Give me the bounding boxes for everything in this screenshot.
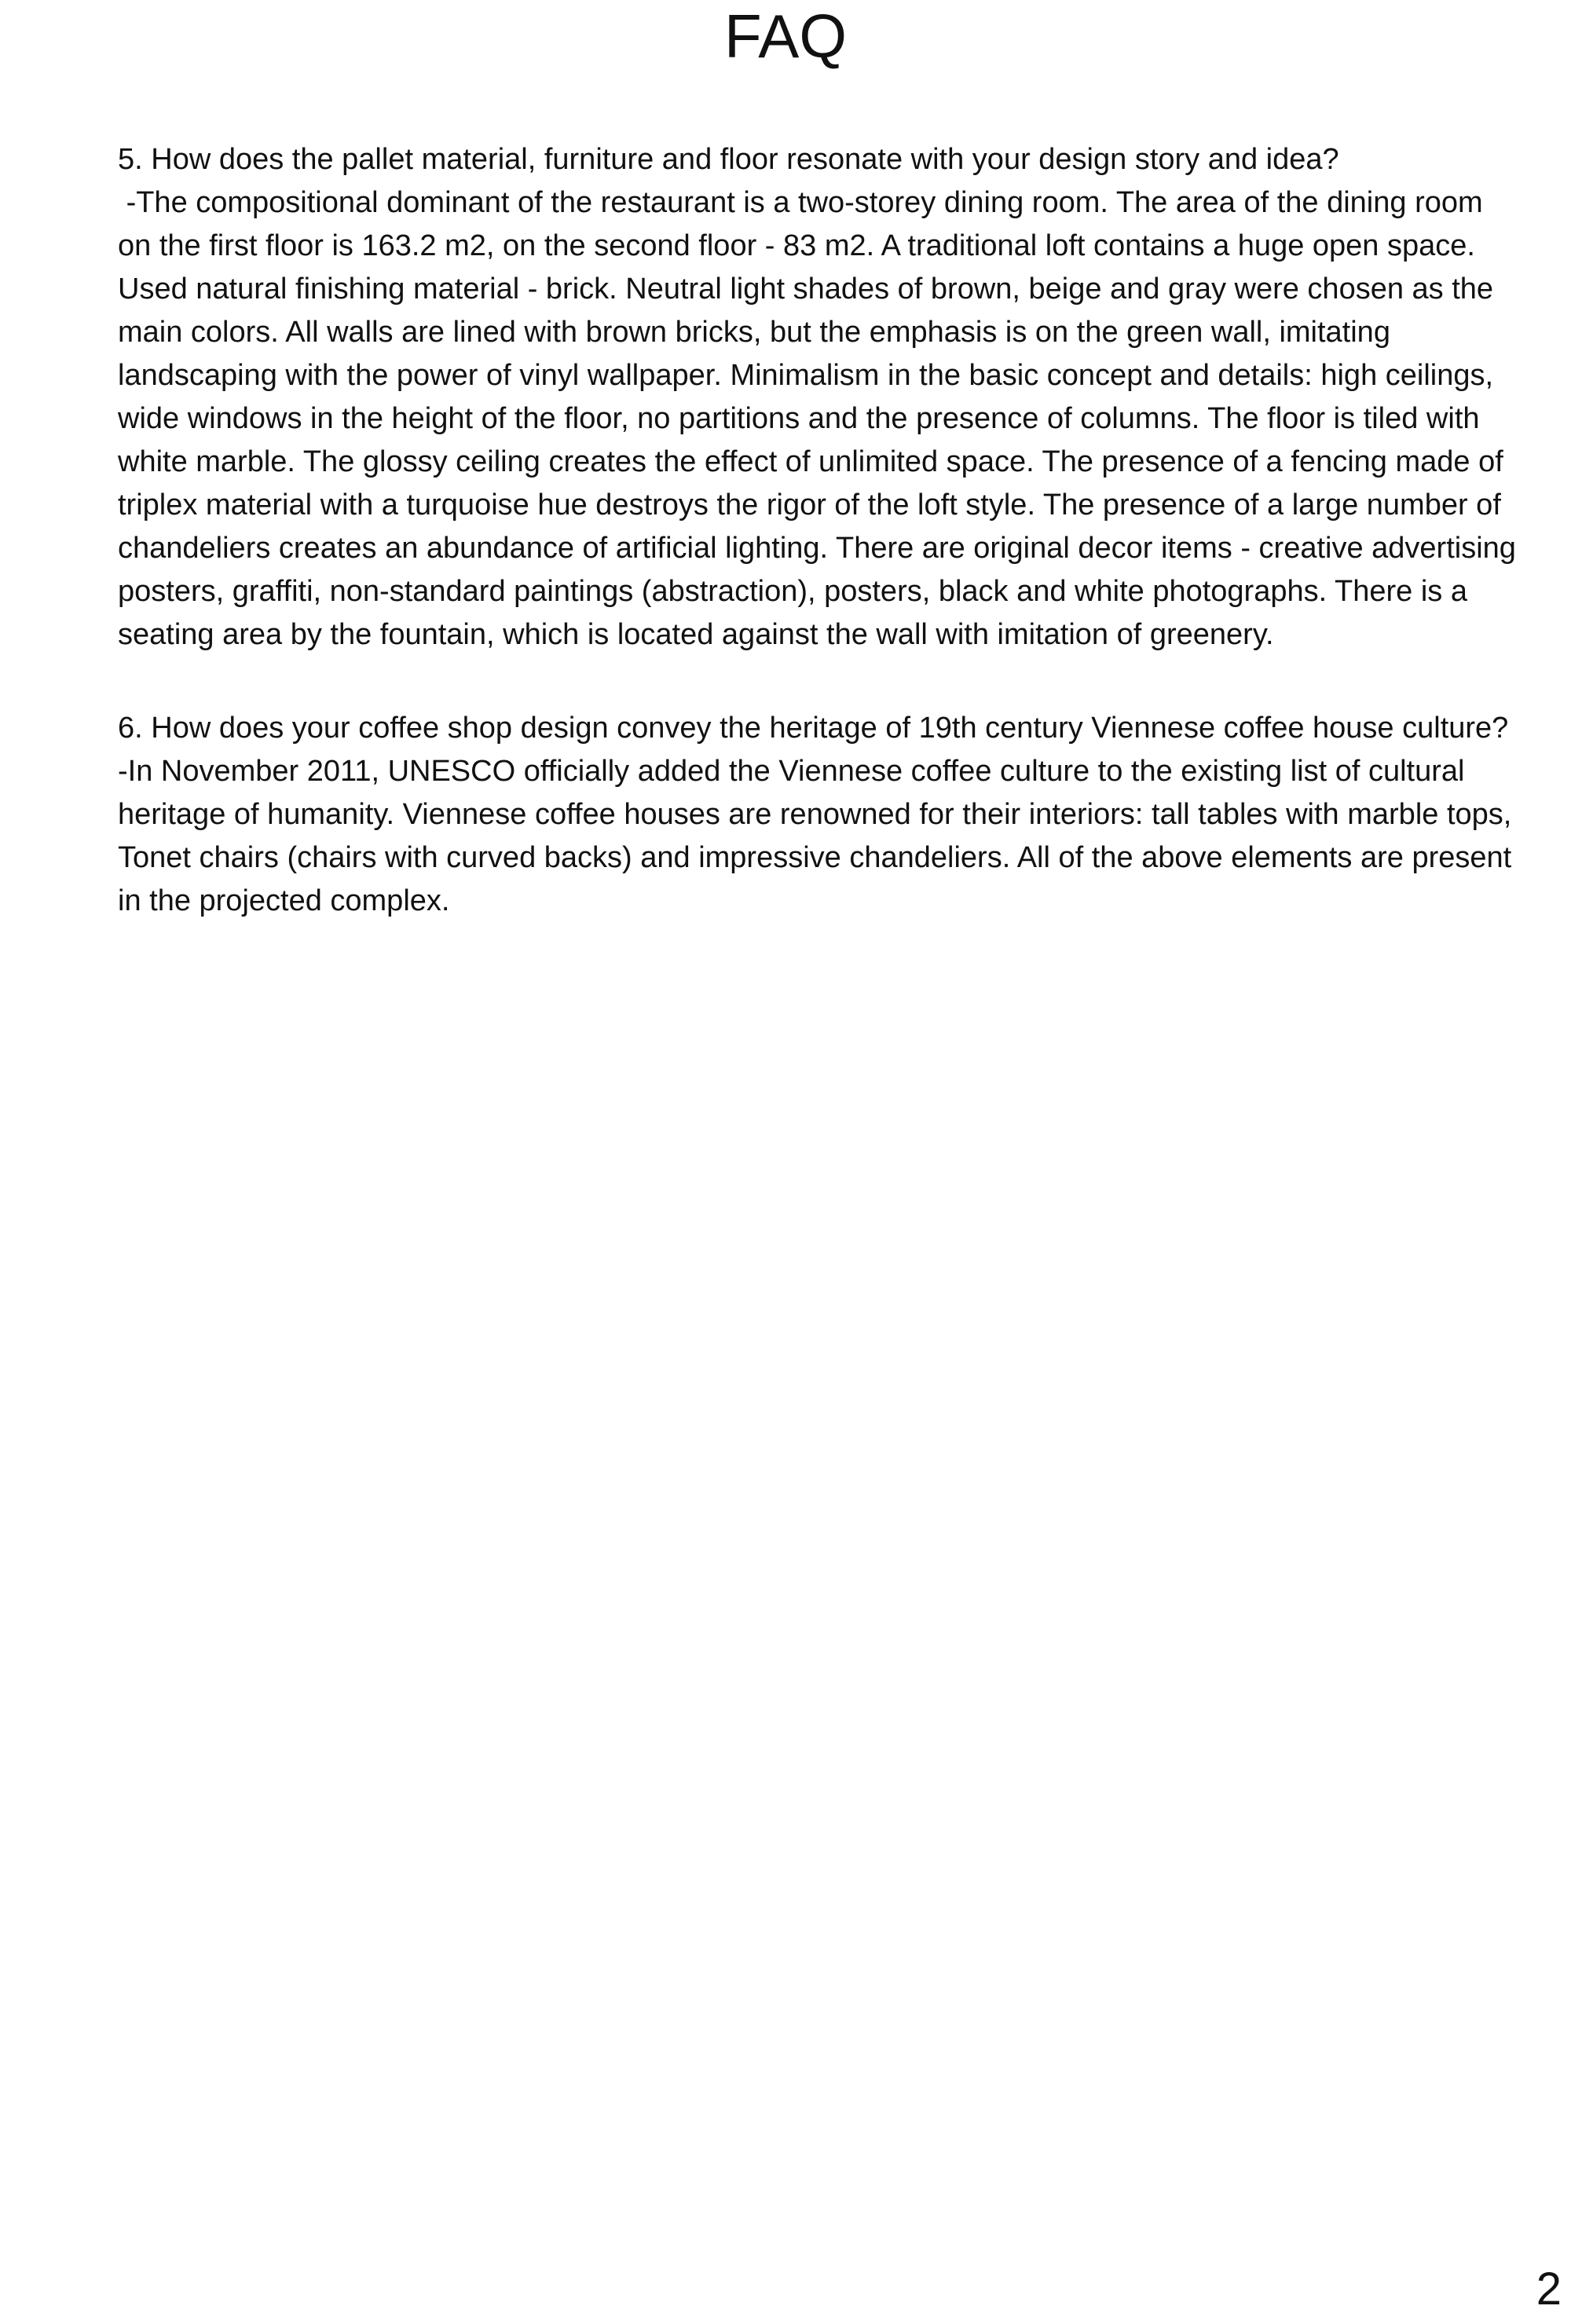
faq-content [118,138,1525,973]
faq-question: 5. How does the pallet material, furniture and floor resonate with your design story and idea? [118,143,1339,176]
faq-answer: -The compositional dominant of the restaurant is a two-storey dining room. The area of the dining room on the first floor is 163.2 m2, on the second floor - 83 m2. A traditional loft contains a huge open space. Used natural finishing material - brick. Neutral light shades of brown, beige and gray were chosen as the main colors. All walls are lined with brown bricks, but the emphasis is on the green wall, imitating landscaping with the power of vinyl wallpaper. Minimalism in the basic concept and details: high ceilings, wide windows in the height of the floor, no partitions and the presence of columns. The floor is tiled with white marble. The glossy ceiling creates the effect of unlimited space. The presence of a fencing made of triplex material with a turquoise hue destroys the rigor of the loft style. The presence of a large number of chandeliers creates an abundance of artificial lighting. There are original decor items - creative advertising posters, graffiti, non-standard paintings (abstraction), posters, black and white photographs. There is a seating area by the fountain, which is located against the wall with imitation of greenery. [118,186,1525,651]
faq-answer: -In November 2011, UNESCO officially added the Viennese coffee culture to the existing list of cultural heritage of humanity. Viennese coffee houses are renowned for their interiors: tall tables with marble tops, Tonet chairs (chairs with curved backs) and impressive chandeliers. All of the above elements are present in the projected complex. [118,755,1520,917]
faq-item-6 [118,707,1520,923]
page-title: FAQ [723,2,848,71]
faq-item-5 [118,138,1525,657]
faq-question: 6. How does your coffee shop design convey the heritage of 19th century Viennese coffee house culture? [118,712,1509,745]
page-number: 2 [1536,2264,1562,2315]
